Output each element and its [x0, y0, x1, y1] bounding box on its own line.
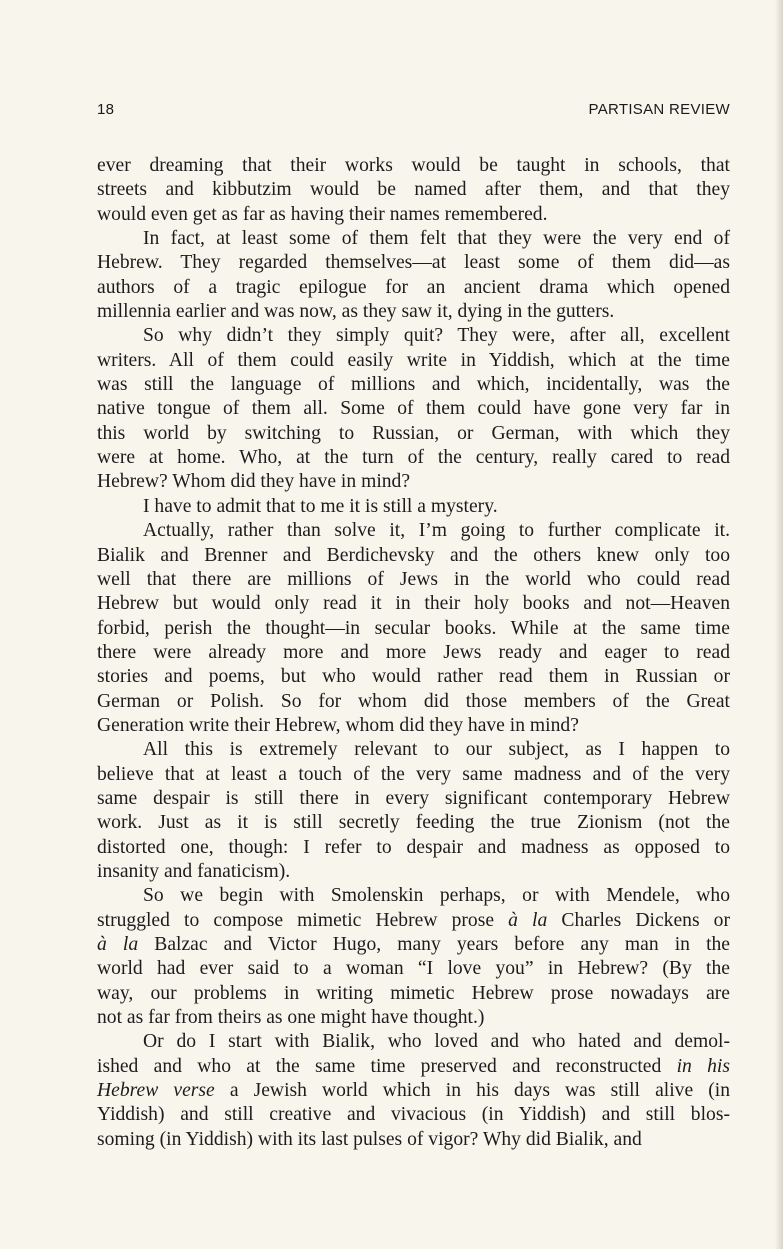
- text-line: Actually, rather than solve it, I’m going to further complicate it.: [143, 520, 730, 542]
- text-line: German or Polish. So for whom did those members of the Great: [97, 690, 730, 712]
- text-line: Yiddish) and still creative and vivacious (in Yiddish) and still blos-: [97, 1104, 730, 1126]
- text-line: Hebrew but would only read it in their holy books and not—Heaven: [97, 593, 730, 615]
- paragraph: [97, 519, 730, 738]
- text-line: In fact, at least some of them felt that they were the very end of: [143, 228, 730, 250]
- text-line: distorted one, though: I refer to despair and madness as opposed to: [97, 836, 730, 858]
- running-head: [97, 101, 730, 123]
- text-line: native tongue of them all. Some of them could have gone very far in: [97, 398, 730, 420]
- text-line: struggled to compose mimetic Hebrew prose à la Charles Dickens or: [97, 909, 731, 931]
- body-text: [97, 154, 730, 1152]
- text-line: All this is extremely relevant to our subject, as I happen to: [143, 739, 730, 761]
- text-line: millennia earlier and was now, as they saw it, dying in the gutters.: [97, 301, 615, 323]
- text-line: Generation write their Hebrew, whom did they have in mind?: [97, 714, 579, 736]
- text-line: stories and poems, but who would rather read them in Russian or: [97, 666, 730, 688]
- text-line: writers. All of them could easily write in Yiddish, which at the time: [97, 349, 730, 371]
- paragraph: [97, 154, 730, 227]
- text-line: Hebrew? Whom did they have in mind?: [97, 471, 411, 493]
- text-line: forbid, perish the thought—in secular books. While at the same time: [97, 617, 730, 639]
- text-line: Bialik and Brenner and Berdichevsky and the others knew only too: [97, 544, 730, 566]
- text-line: à la Balzac and Victor Hugo, many years before any man in the: [97, 934, 731, 955]
- paragraph: [97, 495, 730, 519]
- text-line: streets and kibbutzim would be named after them, and that they: [97, 179, 730, 201]
- text-line: Hebrew verse a Jewish world which in his days was still alive (in: [97, 1080, 730, 1102]
- text-line: Or do I start with Bialik, who loved and who hated and demol-: [143, 1031, 730, 1053]
- text-line: work. Just as it is still secretly feeding the true Zionism (not the: [97, 812, 730, 834]
- text-line: So why didn’t they simply quit? They were, after all, excellent: [143, 325, 730, 347]
- text-line: ished and who at the same time preserved and reconstructed in his: [97, 1055, 730, 1077]
- text-line: way, our problems in writing mimetic Hebrew prose nowadays are: [97, 982, 730, 1004]
- text-line: soming (in Yiddish) with its last pulses of vigor? Why did Bialik, and: [97, 1128, 642, 1150]
- text-line: So we begin with Smolenskin perhaps, or with Mendele, who: [143, 885, 730, 907]
- text-line: same despair is still there in every significant contemporary Hebrew: [97, 787, 730, 809]
- text-line: would even get as far as having their names remembered.: [97, 203, 548, 225]
- paragraph: [97, 1030, 730, 1152]
- text-line: well that there are millions of Jews in the world who could read: [97, 568, 730, 590]
- text-line: was still the language of millions and which, incidentally, was the: [97, 374, 730, 396]
- paragraph: [97, 884, 730, 1030]
- paragraph: [97, 324, 730, 494]
- paragraph: [97, 227, 730, 324]
- text-line: world had ever said to a woman “I love you” in Hebrew? (By the: [97, 958, 730, 980]
- text-line: there were already more and more Jews ready and eager to read: [97, 641, 730, 663]
- text-line: believe that at least a touch of the very same madness and of the very: [97, 763, 730, 785]
- page-number: 18: [97, 101, 115, 118]
- journal-title: PARTISAN REVIEW: [588, 101, 730, 118]
- text-line: were at home. Who, at the turn of the century, really cared to read: [97, 447, 730, 469]
- text-line: not as far from theirs as one might have thought.): [97, 1007, 485, 1029]
- text-line: I have to admit that to me it is still a mystery.: [143, 495, 498, 517]
- text-line: insanity and fanaticism).: [97, 860, 291, 882]
- paragraph: [97, 738, 730, 884]
- text-line: ever dreaming that their works would be taught in schools, that: [97, 155, 730, 176]
- text-line: Hebrew. They regarded themselves—at least some of them did—as: [97, 252, 730, 274]
- text-line: this world by switching to Russian, or German, with which they: [97, 422, 730, 444]
- text-line: authors of a tragic epilogue for an ancient drama which opened: [97, 276, 730, 298]
